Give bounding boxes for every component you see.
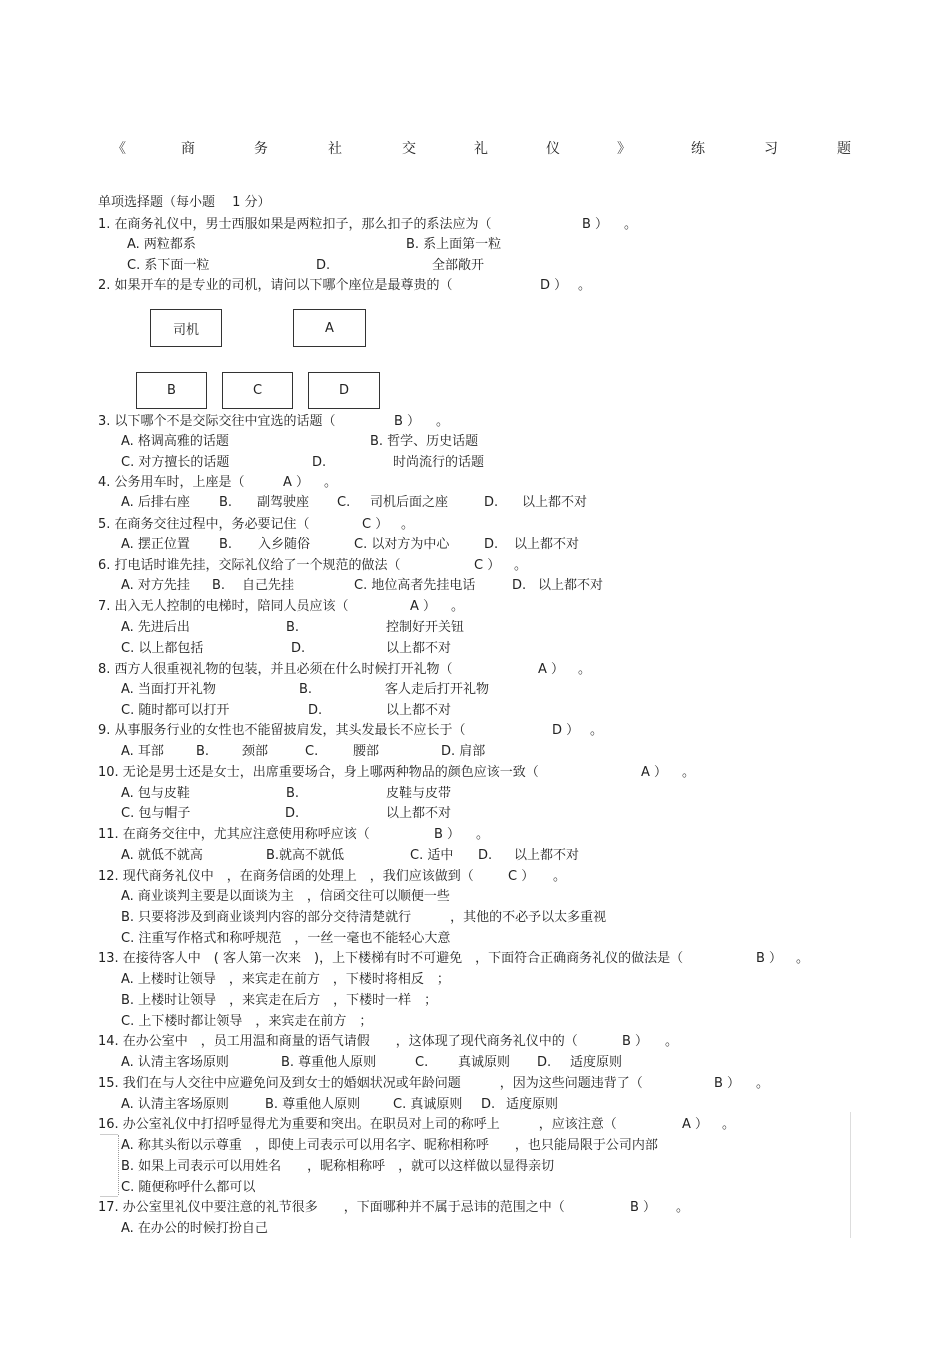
question-text: B. 只要将涉及到商业谈判内容的部分交待清楚就行 ，其他的不必予以太多重视: [121, 910, 607, 925]
title-char: 商: [181, 141, 195, 157]
question-text: A ）: [410, 599, 437, 614]
question-text: 14. 在办公室中 ，员工用温和商量的语气请假 ，这体现了现代商务礼仪中的（: [98, 1034, 578, 1049]
question-text: 。: [578, 278, 592, 293]
question-text: C. 系下面一粒: [127, 258, 210, 273]
question-text: B.: [219, 495, 233, 510]
question-text: 1. 在商务礼仪中，男士西服如果是两粒扣子，那么扣子的系法应为（: [98, 217, 492, 232]
title-char: 《: [112, 141, 126, 157]
question-text: C ）: [508, 869, 535, 884]
question-text: 自己先挂: [242, 578, 295, 593]
question-text: B. 如果上司表示可以用姓名 ，昵称相称呼 ，就可以这样做以显得亲切: [121, 1159, 555, 1174]
question-text: 7. 出入无人控制的电梯时，陪同人员应该（: [98, 599, 349, 614]
question-text: A. 认清主客场原则: [121, 1097, 229, 1112]
question-text: 。: [665, 1034, 679, 1049]
question-text: 。: [796, 951, 810, 966]
question-text: C.: [305, 744, 319, 759]
question-text: 以上都不对: [386, 806, 452, 821]
question-text: 以上都不对: [522, 495, 588, 510]
question-text: D. 肩部: [441, 744, 486, 759]
question-text: B.就高不就低: [266, 848, 345, 863]
question-text: A. 摆正位置: [121, 537, 190, 552]
question-text: A. 商业谈判主要是以面谈为主 ，信函交往可以顺便一些: [121, 889, 450, 904]
question-text: B.: [212, 578, 226, 593]
question-text: 。: [624, 217, 638, 232]
question-text: 客人走后打开礼物: [385, 682, 490, 697]
question-text: B. 上楼时让领导 ，来宾走在后方 ，下楼时一样 ；: [121, 993, 438, 1008]
question-text: B. 系上面第一粒: [406, 237, 502, 252]
question-text: 15. 我们在与人交往中应避免问及到女士的婚姻状况或年龄问题 ，因为这些问题违背了（: [98, 1076, 643, 1091]
question-text: 腰部: [353, 744, 380, 759]
question-text: 全部敞开: [432, 258, 485, 273]
question-text: C. 随时都可以打开: [121, 703, 230, 718]
question-text: A. 称其头衔以示尊重 ，即使上司表示可以用名字、昵称相称呼 ，也只能局限于公司内部: [121, 1138, 658, 1153]
question-text: D.: [481, 1097, 496, 1112]
question-text: C. 注重写作格式和称呼规范 ，一丝一毫也不能轻心大意: [121, 931, 451, 946]
question-text: A ）: [641, 765, 668, 780]
question-text: 。: [676, 1200, 690, 1215]
title-char: 交: [402, 141, 416, 157]
question-text: A. 后排右座: [121, 495, 190, 510]
question-text: 副驾驶座: [257, 495, 310, 510]
question-text: 以上都不对: [538, 578, 604, 593]
question-text: 17. 办公室里礼仪中要注意的礼节很多 ，下面哪种并不属于忌讳的范围之中（: [98, 1200, 565, 1215]
question-text: 3. 以下哪个不是交际交往中宜选的话题（: [98, 414, 336, 429]
question-text: 6. 打电话时谁先挂，交际礼仪给了一个规范的做法（: [98, 558, 401, 573]
question-text: 。: [451, 599, 465, 614]
question-text: B ）: [714, 1076, 741, 1091]
seat-front-passenger: A: [293, 309, 366, 347]
question-text: C. 地位高者先挂电话: [354, 578, 476, 593]
question-text: C. 适中: [410, 848, 454, 863]
question-text: A. 先进后出: [121, 620, 190, 635]
question-text: D.: [484, 495, 499, 510]
question-text: 皮鞋与皮带: [386, 786, 452, 801]
question-text: B.: [196, 744, 210, 759]
title-char: 习: [764, 141, 778, 157]
question-text: C. 以对方为中心: [354, 537, 450, 552]
question-text: D.: [537, 1055, 552, 1070]
question-text: A. 上楼时让领导 ，来宾走在前方 ，下楼时将相反 ；: [121, 972, 450, 987]
title-char: 社: [328, 141, 342, 157]
question-text: 。: [401, 517, 415, 532]
question-text: C.: [415, 1055, 429, 1070]
question-text: 4. 公务用车时，上座是（: [98, 475, 245, 490]
question-text: D.: [308, 703, 323, 718]
title-char: 题: [837, 141, 851, 157]
question-text: D.: [285, 806, 300, 821]
section-heading: 单项选择题（每小题 1 分）: [98, 195, 271, 210]
question-text: 12. 现代商务礼仪中 ，在商务信函的处理上 ，我们应该做到（: [98, 869, 474, 884]
question-text: A. 就低不就高: [121, 848, 203, 863]
question-text: A. 格调高雅的话题: [121, 434, 229, 449]
question-text: 时尚流行的话题: [393, 455, 485, 470]
question-text: 适度原则: [570, 1055, 623, 1070]
question-text: C. 对方擅长的话题: [121, 455, 230, 470]
question-text: B ）: [630, 1200, 657, 1215]
question-text: C. 真诚原则: [393, 1097, 463, 1112]
title-char: 》: [617, 141, 631, 157]
title-char: 礼: [474, 141, 488, 157]
margin-tick-1: [100, 1134, 118, 1135]
question-text: A ）: [538, 662, 565, 677]
question-text: B. 哲学、历史话题: [370, 434, 479, 449]
question-text: 11. 在商务交往中，尤其应注意使用称呼应该（: [98, 827, 370, 842]
title-char: 练: [691, 141, 705, 157]
question-text: 5. 在商务交往过程中，务必要记住（: [98, 517, 310, 532]
question-text: A. 对方先挂: [121, 578, 190, 593]
question-text: 16. 办公室礼仪中打招呼显得尤为重要和突出。在职员对上司的称呼上 ，应该注意（: [98, 1117, 617, 1132]
title-char: 务: [254, 141, 268, 157]
question-text: C ）: [474, 558, 501, 573]
question-text: 。: [324, 475, 338, 490]
question-text: D.: [316, 258, 331, 273]
question-text: A. 认清主客场原则: [121, 1055, 229, 1070]
question-text: C. 包与帽子: [121, 806, 191, 821]
question-text: B ）: [622, 1034, 649, 1049]
question-text: D.: [291, 641, 306, 656]
question-text: D.: [312, 455, 327, 470]
question-text: 。: [436, 414, 450, 429]
question-text: D.: [484, 537, 499, 552]
question-text: 。: [682, 765, 696, 780]
question-text: D.: [512, 578, 527, 593]
question-text: 。: [553, 869, 567, 884]
question-text: C ）: [362, 517, 389, 532]
question-text: 13. 在接待客人中 ( 客人第一次来 )，上下楼梯有时不可避免 ，下面符合正确商务礼仪的做法是（: [98, 951, 684, 966]
seat-rear-left: B: [136, 372, 207, 409]
left-margin-marker: [118, 1135, 119, 1195]
question-text: B ）: [394, 414, 421, 429]
question-text: A. 耳部: [121, 744, 164, 759]
question-text: B ）: [582, 217, 609, 232]
question-text: B ）: [434, 827, 461, 842]
question-text: 10. 无论是男士还是女士，出席重要场合，身上哪两种物品的颜色应该一致（: [98, 765, 539, 780]
question-text: A. 两粒都系: [127, 237, 196, 252]
question-text: B.: [299, 682, 313, 697]
question-text: 入乡随俗: [258, 537, 311, 552]
margin-tick-2: [100, 1196, 118, 1197]
title-char: 仪: [546, 141, 560, 157]
question-text: 9. 从事服务行业的女性也不能留披肩发，其头发最长不应长于（: [98, 723, 466, 738]
question-text: 以上都不对: [514, 848, 580, 863]
question-text: 。: [514, 558, 528, 573]
question-text: 以上都不对: [514, 537, 580, 552]
question-text: 司机后面之座: [370, 495, 449, 510]
question-text: D.: [478, 848, 493, 863]
question-text: 以上都不对: [386, 641, 452, 656]
seat-rear-right: D: [308, 372, 380, 409]
question-text: C. 上下楼时都让领导 ，来宾走在前方 ；: [121, 1014, 373, 1029]
question-text: A ）: [682, 1117, 709, 1132]
question-text: B.: [286, 786, 300, 801]
seat-driver: 司机: [150, 309, 222, 347]
question-text: 。: [590, 723, 604, 738]
question-text: 8. 西方人很重视礼物的包装，并且必须在什么时候打开礼物（: [98, 662, 453, 677]
question-text: 。: [578, 662, 592, 677]
question-text: C. 随便称呼什么都可以: [121, 1180, 256, 1195]
question-text: A. 包与皮鞋: [121, 786, 190, 801]
question-text: 以上都不对: [386, 703, 452, 718]
question-text: 真诚原则: [458, 1055, 511, 1070]
question-text: 2. 如果开车的是专业的司机，请问以下哪个座位是最尊贵的（: [98, 278, 453, 293]
question-text: 。: [722, 1117, 736, 1132]
question-text: B. 尊重他人原则: [281, 1055, 377, 1070]
question-text: C.: [337, 495, 351, 510]
question-text: B ）: [756, 951, 783, 966]
question-text: 控制好开关钮: [386, 620, 465, 635]
question-text: B. 尊重他人原则: [265, 1097, 361, 1112]
question-text: A. 当面打开礼物: [121, 682, 216, 697]
question-text: B.: [219, 537, 233, 552]
question-text: D ）: [552, 723, 580, 738]
right-margin-marker: [850, 1112, 851, 1238]
question-text: 。: [476, 827, 490, 842]
question-text: 颈部: [242, 744, 269, 759]
question-text: A. 在办公的时候打扮自己: [121, 1221, 268, 1236]
question-text: 。: [756, 1076, 770, 1091]
question-text: D ）: [540, 278, 568, 293]
question-text: A ）: [283, 475, 310, 490]
question-text: 适度原则: [506, 1097, 559, 1112]
question-text: C. 以上都包括: [121, 641, 204, 656]
question-text: B.: [286, 620, 300, 635]
seat-rear-middle: C: [222, 372, 293, 409]
